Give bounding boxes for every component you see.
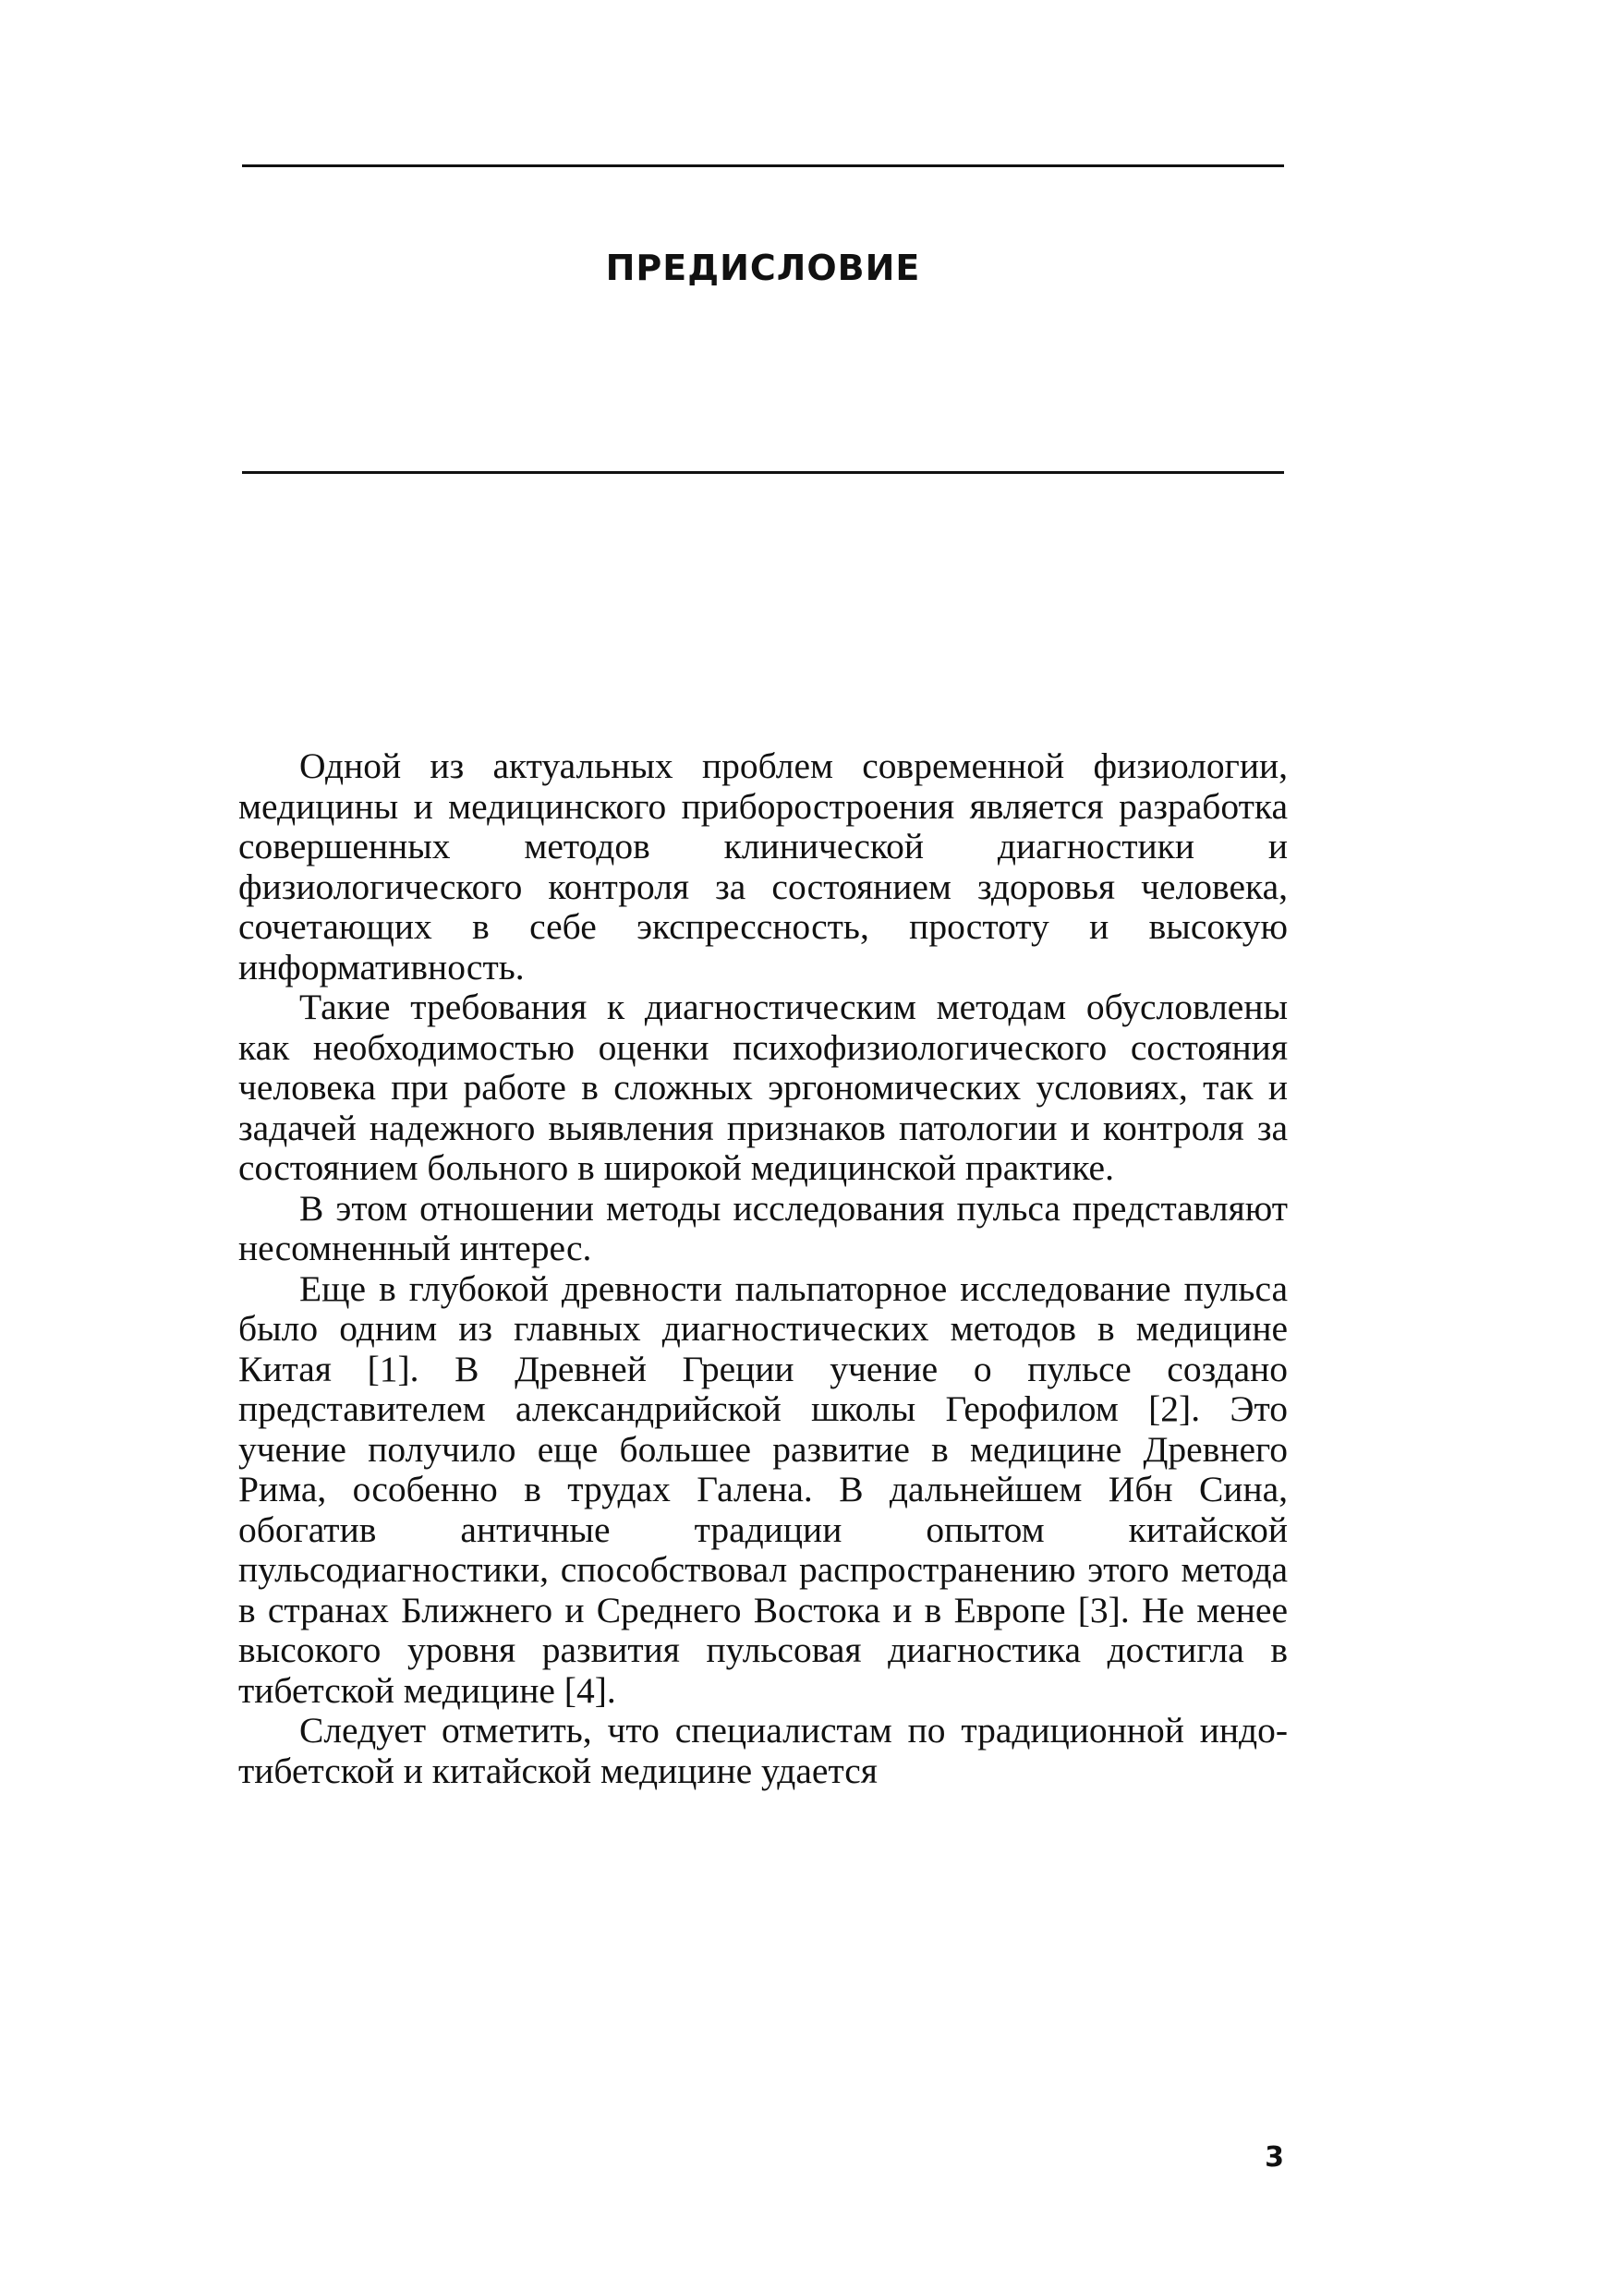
top-rule [242,164,1284,167]
paragraph-2: Такие требования к диагностическим методам обусловлены как необходимостью оценки психофизиологического состояния человека при работе в сложных эргономических условиях, так и задачей надежного выявления признаков патологии и контроля за состоянием больного в широкой медицинской практике. [238,987,1288,1188]
paragraph-5: Следует отметить, что специалистам по традиционной индо-тибетской и китайской медицине удается [238,1710,1288,1791]
body-text [238,746,1288,1791]
paragraph-3: В этом отношении методы исследования пульса представляют несомненный интерес. [238,1187,1288,1268]
page-number: 3 [1265,2141,1284,2174]
title-bottom-rule [242,471,1284,474]
paragraph-1: Одной из актуальных проблем современной физиологии, медицины и медицинского приборостроения является разработка совершенных методов клинической диагностики и физиологического контроля за состоянием здоровья человека, сочетающих в себе экспрессность, простоту и высокую информативность. [238,745,1288,987]
page-title: ПРЕДИСЛОВИЕ [605,248,921,288]
paragraph-4: Еще в глубокой древности пальпаторное исследование пульса было одним из главных диагностических методов в медицине Китая [1]. В Древней Греции учение о пульсе создано представителем александрийской школы Герофилом [2]. Это учение получило еще большее развитие в медицине Древнего Рима, особенно в трудах Галена. В дальнейшем Ибн Сина, обогатив античные традиции опытом китайской пульсодиагностики, способствовал распространению этого метода в странах Ближнего и Среднего Востока и в Европе [3]. Не менее высокого уровня развития пульсовая диагностика достигла в тибетской медицине [4]. [238,1267,1288,1711]
